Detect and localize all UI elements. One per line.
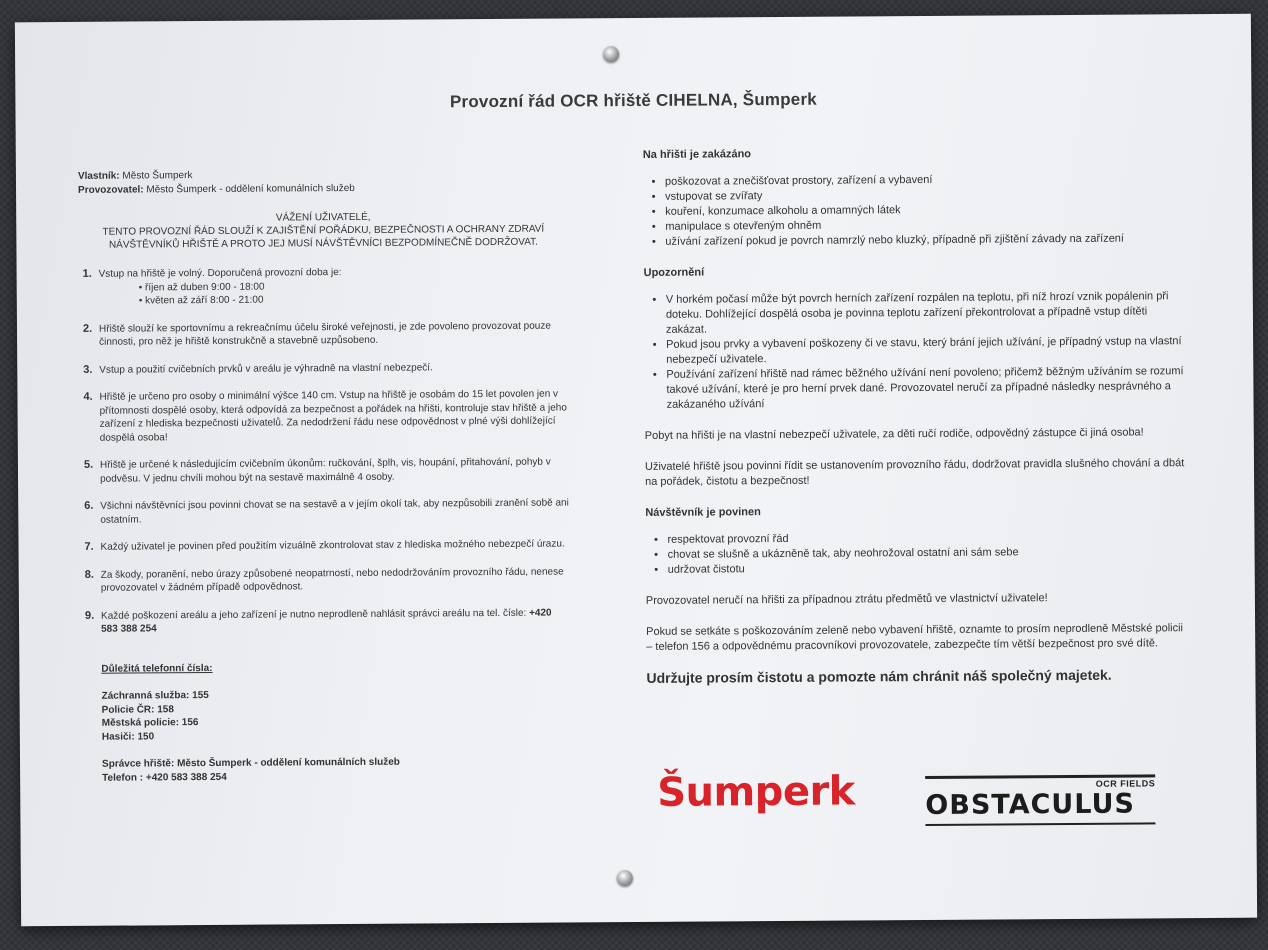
rule-number: 6.	[84, 499, 94, 512]
list-item: • kouření, konzumace alkoholu a omamných látek	[665, 201, 1183, 220]
rule-number: 5.	[83, 458, 94, 471]
list-item: • poškozovat a znečišťovat prostory, zařízení a vybavení	[665, 171, 1183, 190]
page-title: Provozní řád OCR hřiště CIHELNA, Šumperk	[449, 89, 817, 112]
sumperk-logo: Šumperk	[657, 768, 855, 816]
list-item: • manipulace s otevřeným ohněm	[665, 216, 1183, 235]
rule-number: 9.	[84, 609, 95, 622]
obstaculus-subtitle: OCR FIELDS	[1095, 778, 1156, 789]
forbidden-list	[643, 171, 1184, 250]
list-item: • vstupovat se zvířaty	[665, 186, 1183, 205]
rule-item	[79, 319, 569, 349]
operator-label: Provozovatel:	[77, 183, 144, 196]
rule-item	[81, 606, 571, 636]
screw-bottom	[617, 870, 633, 886]
list-item: • Používání zařízení hřiště nad rámec běžného užívání není povoleno; přičemž běžným užíváním se rozumí takové užívání, které je pro herní prvek dané. Provozovatel neručí za případné následky nesprávného a zakázaného užívání	[666, 364, 1184, 413]
warning-list	[644, 289, 1185, 413]
forbidden-heading: Na hřišti je zakázáno	[642, 148, 752, 161]
rule-number: 8.	[84, 568, 94, 581]
manager-info: Správce hřiště: Město Šumperk - oddělení komunálních služeb	[102, 756, 400, 770]
rule-item	[80, 537, 570, 554]
visitor-list	[645, 529, 1185, 578]
paragraph: Uživatelé hřiště jsou povinni řídit se ustanovením provozního řádu, dodržovat pravidla slušného chování a dbát na pořádek, čistotu a bezpečnost!	[644, 457, 1185, 488]
rule-text: Hřiště slouží ke sportovnímu a rekreačnímu účelu široké veřejnosti, je zde povoleno provozovat pouze činnosti, pro něž je hřiště konstrukčně a stavebně uzpůsobeno.	[98, 320, 551, 348]
owner-value: Město Šumperk	[122, 170, 193, 182]
closing-statement: Udržujte prosím čistotu a pomozte nám chránit náš společný majetek.	[646, 666, 1112, 686]
right-column	[643, 144, 1187, 686]
left-column	[78, 166, 572, 784]
phone-row: Městská policie: 156	[101, 717, 199, 729]
list-item: • užívání zařízení pokud je povrch namrzlý nebo kluzký, případně při zjištění závady na zařízení	[665, 231, 1183, 250]
paragraph: Pobyt na hřišti je na vlastní nebezpečí uživatele, za děti ručí rodiče, odpovědný zástupce či jiná osoba!	[644, 426, 1144, 442]
manager-phone: Telefon : +420 583 388 254	[102, 771, 227, 784]
phone-numbers	[81, 659, 572, 785]
rule-subitem: • květen až září 8:00 - 21:00	[138, 294, 264, 307]
screw-top	[603, 46, 619, 62]
list-item: • respektovat provozní řád	[667, 529, 1185, 548]
greeting-line-1: TENTO PROVOZNÍ ŘÁD SLOUŽÍ K ZAJIŠTĚNÍ POŘÁDKU, BEZPEČNOSTI A OCHRANY ZDRAVÍ	[102, 223, 545, 238]
visitor-heading: Návštěvník je povinen	[645, 506, 761, 519]
rule-number: 7.	[84, 540, 94, 553]
rules-list	[79, 264, 572, 636]
rule-item	[79, 360, 569, 377]
rule-item	[79, 387, 569, 444]
operator-value: Město Šumperk - oddělení komunálních služeb	[146, 182, 355, 195]
list-item: • udržovat čistotu	[668, 559, 1186, 578]
rule-phone: +420 583 388 254	[101, 607, 552, 635]
list-item: • chovat se slušně a ukázněně tak, aby neohrožoval ostatní ani sám sebe	[668, 544, 1186, 563]
rule-item	[79, 264, 569, 308]
phone-row: Záchranná služba: 155	[101, 689, 209, 702]
rule-number: 3.	[83, 363, 93, 376]
rule-text: Každé poškození areálu a jeho zařízení je nutno neprodleně nahlásit správci areálu na tel. čísle:	[100, 607, 527, 622]
paragraph: Provozovatel neručí na hřišti za případnou ztrátu předmětů ve vlastnictví uživatele!	[645, 592, 1048, 607]
rule-text: Všichni návštěvníci jsou povinni chovat se na sestavě a v jejím okolí tak, aby nezpůsobili zranění sobě ani ostatním.	[100, 497, 569, 526]
obstaculus-logo	[925, 774, 1155, 832]
list-item: • Pokud jsou prvky a vybavení poškozeny či ve stavu, který brání jejich užívání, je případný vstup na vlastní nebezpečí uživatele.	[666, 334, 1184, 368]
paragraph: Pokud se setkáte s poškozováním zeleně nebo vybavení hřiště, oznamte to prosím neprodleně Městské policii – telefon 156 a odpovědnému pracovníkovi provozovatele, zabezpečte tím větší bezpečnost pro své dítě.	[646, 622, 1184, 653]
rule-subitem: • říjen až duben 9:00 - 18:00	[138, 281, 265, 293]
logo-line	[925, 822, 1155, 826]
rule-text: Hřiště je určené k následujícím cvičebním úkonům: ručkování, šplh, vis, houpání, přitahování, pohyb v podvěsu. V jednu chvíli mohou být na sestavě maximálně 4 osoby.	[99, 456, 551, 485]
rule-number: 4.	[83, 390, 93, 403]
rule-text: Hřiště je určeno pro osoby o minimální výšce 140 cm. Vstup na hřiště je osobám do 15 let povolen jen v přítomnosti dospělé osoby, která odpovídá za bezpečnost a pořádek na hřišti, kontroluje stav hřiště a jeho zařízení z hlediska bezpečnosti uživatelů. Za nedodržení řádu nese odpovědnost v plné výši dohlížející dospělá osoba!	[99, 388, 567, 444]
phone-heading: Důležitá telefonní čísla:	[101, 662, 213, 675]
greeting-line-2: NÁVŠTĚVNÍKŮ HŘIŠTĚ A PROTO JEJ MUSÍ NÁVŠTĚVNÍCI BEZPODMÍNEČNĚ DODRŽOVAT.	[108, 236, 538, 251]
rule-text: Každý uživatel je povinen před použitím vizuálně zkontrolovat stav z hlediska možného nebezpečí úrazu.	[100, 538, 565, 553]
owner-info	[78, 166, 568, 196]
list-item: • V horkém počasí může být povrch herních zařízení rozpálen na teplotu, při níž hrozí vznik popálenin při doteku. Dohlížející dospělá osoba je povinna teplotu zařízení překontrolovat a případně vstup dítěti zakázat.	[666, 289, 1184, 338]
rule-text: Vstup na hřiště je volný. Doporučená provozní doba je:	[98, 267, 342, 280]
greeting	[78, 209, 568, 251]
rule-item	[80, 455, 570, 485]
rules-sign	[15, 14, 1257, 927]
greeting-head: VÁŽENÍ UŽIVATELÉ,	[275, 211, 371, 224]
rule-item	[81, 565, 571, 595]
owner-label: Vlastník:	[77, 170, 120, 182]
phone-row: Policie ČR: 158	[101, 703, 174, 716]
rule-text: Vstup a použití cvičebních prvků v areálu je výhradně na vlastní nebezpečí.	[99, 361, 433, 376]
obstaculus-wordmark: OBSTACULUS	[925, 788, 1135, 821]
warning-heading: Upozornění	[643, 266, 705, 279]
rule-text: Za škody, poranění, nebo úrazy způsobené neopatrností, nebo nedodržováním provozního řádu, nenese provozovatel v žádném případě odpovědnost.	[100, 566, 564, 594]
phone-row: Hasiči: 150	[101, 730, 155, 743]
rule-number: 2.	[82, 322, 93, 335]
rule-item	[80, 496, 570, 526]
rule-number: 1.	[82, 267, 92, 280]
